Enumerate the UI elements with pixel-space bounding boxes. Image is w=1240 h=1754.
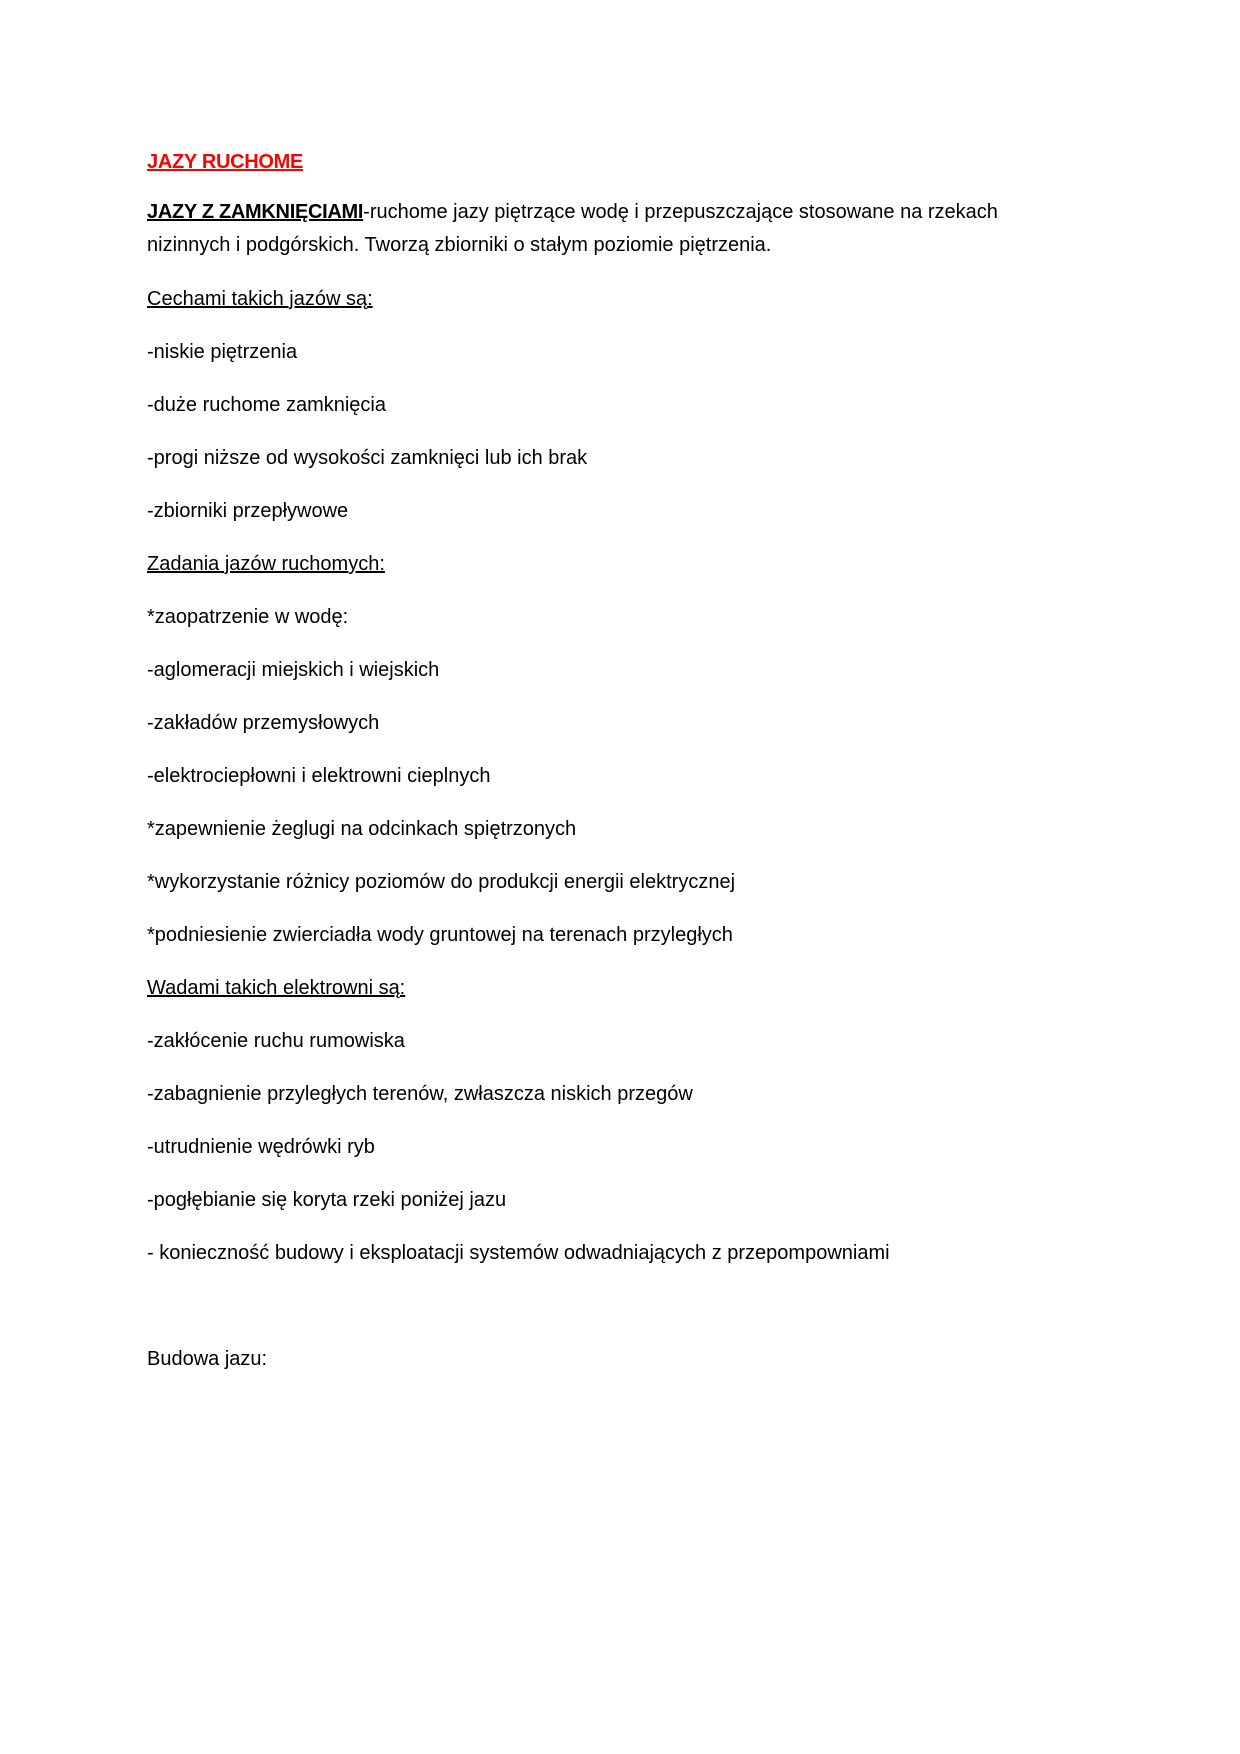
list-item: *podniesienie zwierciadła wody gruntowej na terenach przyległych bbox=[147, 924, 733, 946]
intro-text-line1: -ruchome jazy piętrzące wodę i przepuszczające stosowane na rzekach bbox=[363, 201, 998, 223]
list-item: -zakładów przemysłowych bbox=[147, 712, 380, 734]
structure-heading: Budowa jazu: bbox=[147, 1348, 268, 1370]
list-item: *zaopatrzenie w wodę: bbox=[147, 606, 349, 628]
list-item: -niskie piętrzenia bbox=[147, 341, 298, 363]
intro-paragraph-line1 bbox=[147, 196, 1047, 229]
drawbacks-heading: Wadami takich elektrowni są: bbox=[147, 977, 406, 999]
list-item: -aglomeracji miejskich i wiejskich bbox=[147, 659, 440, 681]
intro-heading: JAZY Z ZAMKNIĘCIAMI bbox=[147, 201, 364, 223]
list-item: -zabagnienie przyległych terenów, zwłaszcza niskich przegów bbox=[147, 1083, 693, 1105]
list-item: - konieczność budowy i eksploatacji systemów odwadniających z przepompowniami bbox=[147, 1242, 890, 1264]
list-item: -elektrociepłowni i elektrowni cieplnych bbox=[147, 765, 491, 787]
list-item: *zapewnienie żeglugi na odcinkach spiętrzonych bbox=[147, 818, 577, 840]
tasks-heading: Zadania jazów ruchomych: bbox=[147, 553, 385, 575]
list-item: -duże ruchome zamknięcia bbox=[147, 394, 386, 416]
document-title: JAZY RUCHOME bbox=[147, 151, 304, 173]
list-item: -zakłócenie ruchu rumowiska bbox=[147, 1030, 405, 1052]
intro-text-line2: nizinnych i podgórskich. Tworzą zbiorniki o stałym poziomie piętrzenia. bbox=[147, 234, 772, 256]
features-heading: Cechami takich jazów są: bbox=[147, 288, 373, 310]
list-item: -progi niższe od wysokości zamknięci lub ich brak bbox=[147, 447, 588, 469]
list-item: *wykorzystanie różnicy poziomów do produkcji energii elektrycznej bbox=[147, 871, 736, 893]
list-item: -utrudnienie wędrówki ryb bbox=[147, 1136, 375, 1158]
list-item: -zbiorniki przepływowe bbox=[147, 500, 349, 522]
list-item: -pogłębianie się koryta rzeki poniżej jazu bbox=[147, 1189, 507, 1211]
